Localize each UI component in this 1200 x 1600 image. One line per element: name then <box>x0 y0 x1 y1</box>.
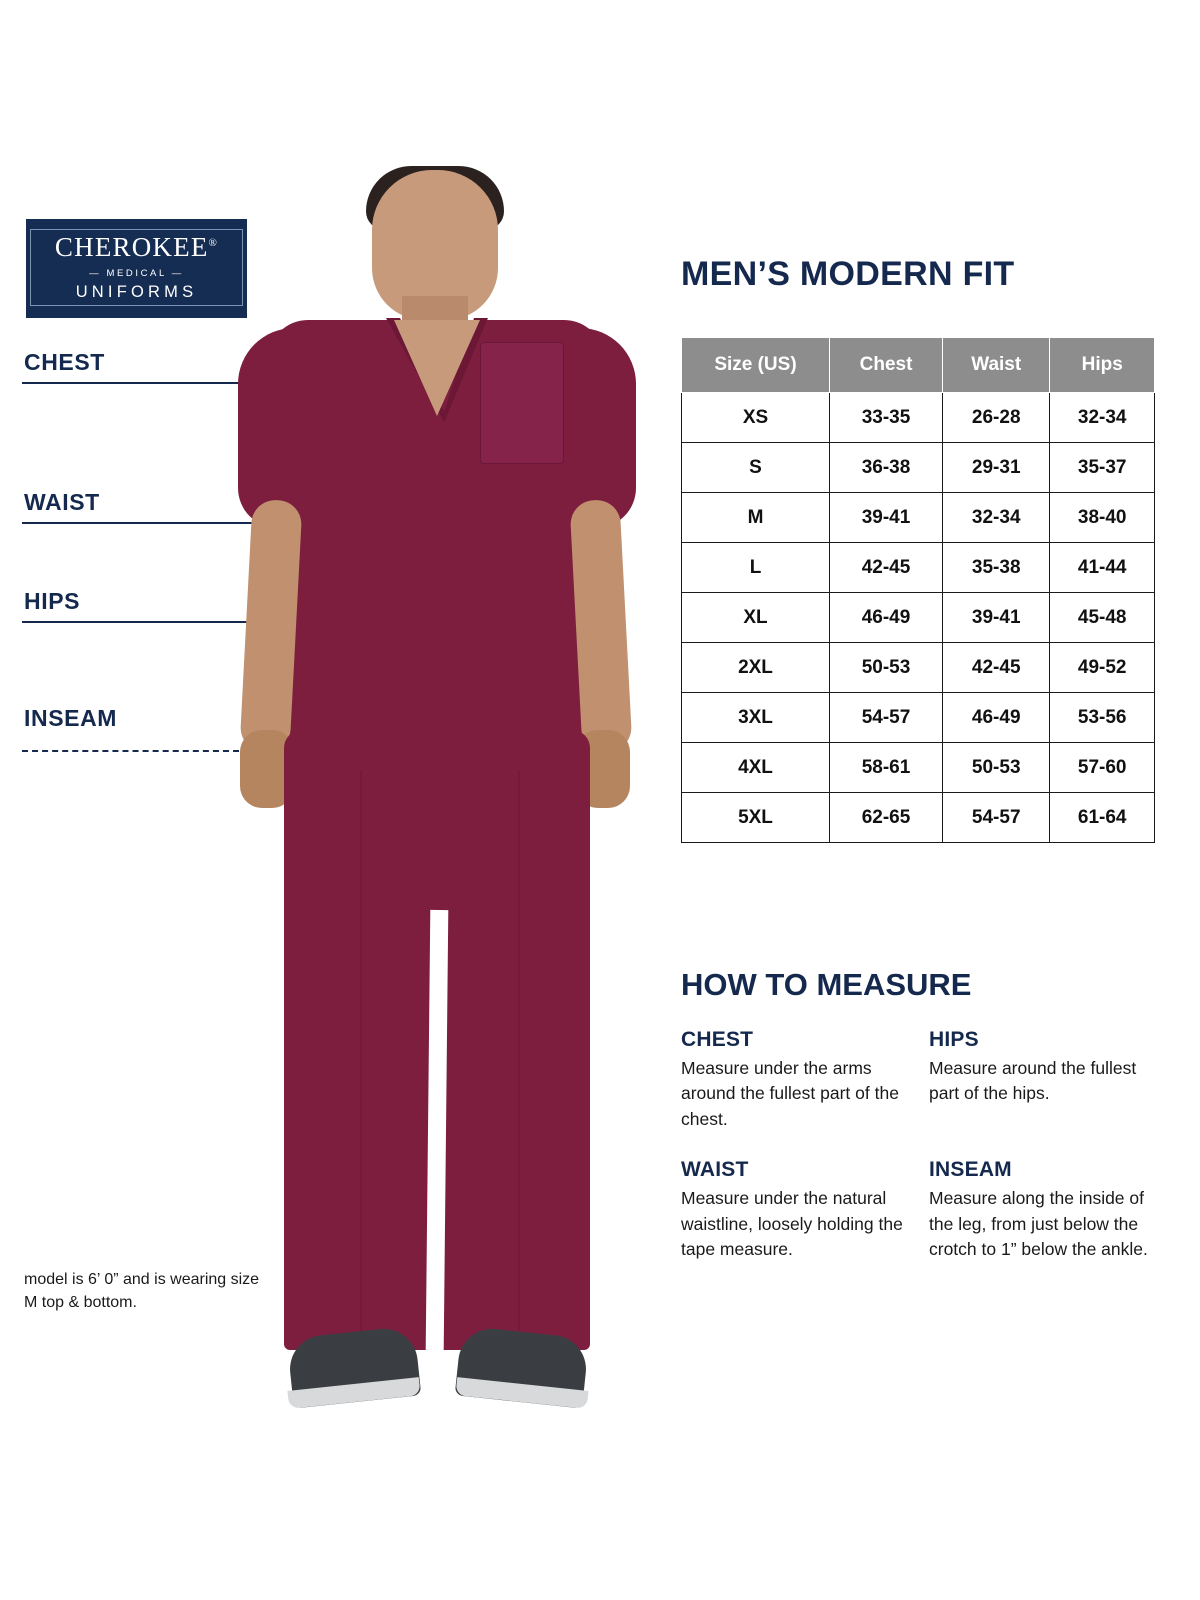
how-text-waist: Measure under the natural waistline, loosely holding the tape measure. <box>681 1188 903 1259</box>
cell-size: XL <box>682 593 830 643</box>
cell-chest: 33-35 <box>830 393 943 443</box>
how-to-measure-title: HOW TO MEASURE <box>681 967 972 1002</box>
how-to-measure-hips <box>929 1028 1155 1132</box>
callout-label-inseam: INSEAM <box>24 705 118 731</box>
callout-label-hips: HIPS <box>24 588 81 614</box>
how-to-measure-inseam <box>929 1158 1155 1262</box>
size-chart-table <box>681 337 1155 843</box>
cell-chest: 50-53 <box>830 643 943 693</box>
brand-name: CHEROKEE® <box>54 231 219 262</box>
cell-chest: 62-65 <box>830 793 943 843</box>
cell-chest: 58-61 <box>830 743 943 793</box>
table-row <box>682 693 1155 743</box>
how-text-chest: Measure under the arms around the fullest part of the chest. <box>681 1058 899 1129</box>
cell-hips: 61-64 <box>1050 793 1155 843</box>
cell-chest: 42-45 <box>830 543 943 593</box>
how-text-inseam: Measure along the inside of the leg, from just below the crotch to 1” below the ankle. <box>929 1188 1148 1259</box>
table-row <box>682 393 1155 443</box>
table-row <box>682 443 1155 493</box>
column-header-waist: Waist <box>943 338 1050 393</box>
cell-waist: 32-34 <box>943 493 1050 543</box>
cell-hips: 41-44 <box>1050 543 1155 593</box>
cell-size: M <box>682 493 830 543</box>
table-row <box>682 743 1155 793</box>
model-chest-pocket <box>480 342 564 464</box>
how-heading-chest: CHEST <box>681 1028 754 1051</box>
table-row <box>682 543 1155 593</box>
callout-label-chest: CHEST <box>24 349 105 375</box>
model-pants-pleat-left <box>360 770 362 1330</box>
cell-chest: 39-41 <box>830 493 943 543</box>
cell-hips: 38-40 <box>1050 493 1155 543</box>
cell-waist: 42-45 <box>943 643 1050 693</box>
cell-size: XS <box>682 393 830 443</box>
column-header-hips: Hips <box>1050 338 1155 393</box>
cell-chest: 46-49 <box>830 593 943 643</box>
cell-waist: 35-38 <box>943 543 1050 593</box>
brand-line-uniforms: UNIFORMS <box>75 282 198 301</box>
cell-hips: 49-52 <box>1050 643 1155 693</box>
table-row <box>682 493 1155 543</box>
cell-waist: 29-31 <box>943 443 1050 493</box>
cell-waist: 46-49 <box>943 693 1050 743</box>
callout-label-waist: WAIST <box>24 489 100 515</box>
table-row <box>682 593 1155 643</box>
cell-size: 4XL <box>682 743 830 793</box>
how-heading-inseam: INSEAM <box>929 1158 1012 1182</box>
fit-title: MEN’S MODERN FIT <box>681 255 1015 293</box>
cell-hips: 57-60 <box>1050 743 1155 793</box>
cell-chest: 54-57 <box>830 693 943 743</box>
cell-size: 2XL <box>682 643 830 693</box>
cell-hips: 35-37 <box>1050 443 1155 493</box>
how-to-measure-grid <box>681 1028 1155 1262</box>
cell-waist: 39-41 <box>943 593 1050 643</box>
cell-waist: 50-53 <box>943 743 1050 793</box>
how-to-measure-waist <box>681 1158 929 1262</box>
column-header-chest: Chest <box>830 338 943 393</box>
table-row <box>682 643 1155 693</box>
cell-waist: 26-28 <box>943 393 1050 443</box>
model-note: model is 6’ 0” and is wearing size M top & bottom. <box>24 1271 260 1312</box>
cell-size: L <box>682 543 830 593</box>
cell-hips: 32-34 <box>1050 393 1155 443</box>
model-pants-pleat-right <box>518 770 520 1330</box>
registered-mark: ® <box>208 236 219 249</box>
cell-size: S <box>682 443 830 493</box>
brand-line-medical: — MEDICAL — <box>89 267 184 279</box>
cell-waist: 54-57 <box>943 793 1050 843</box>
cell-size: 5XL <box>682 793 830 843</box>
model-photo <box>180 170 690 1420</box>
how-heading-waist: WAIST <box>681 1158 749 1182</box>
how-text-hips: Measure around the fullest part of the hips. <box>929 1058 1137 1104</box>
how-to-measure-chest <box>681 1028 929 1132</box>
column-header-size: Size (US) <box>682 338 830 393</box>
cell-chest: 36-38 <box>830 443 943 493</box>
cell-hips: 53-56 <box>1050 693 1155 743</box>
cell-hips: 45-48 <box>1050 593 1155 643</box>
cell-size: 3XL <box>682 693 830 743</box>
table-row <box>682 793 1155 843</box>
table-header-row <box>682 338 1155 393</box>
how-heading-hips: HIPS <box>929 1028 979 1051</box>
